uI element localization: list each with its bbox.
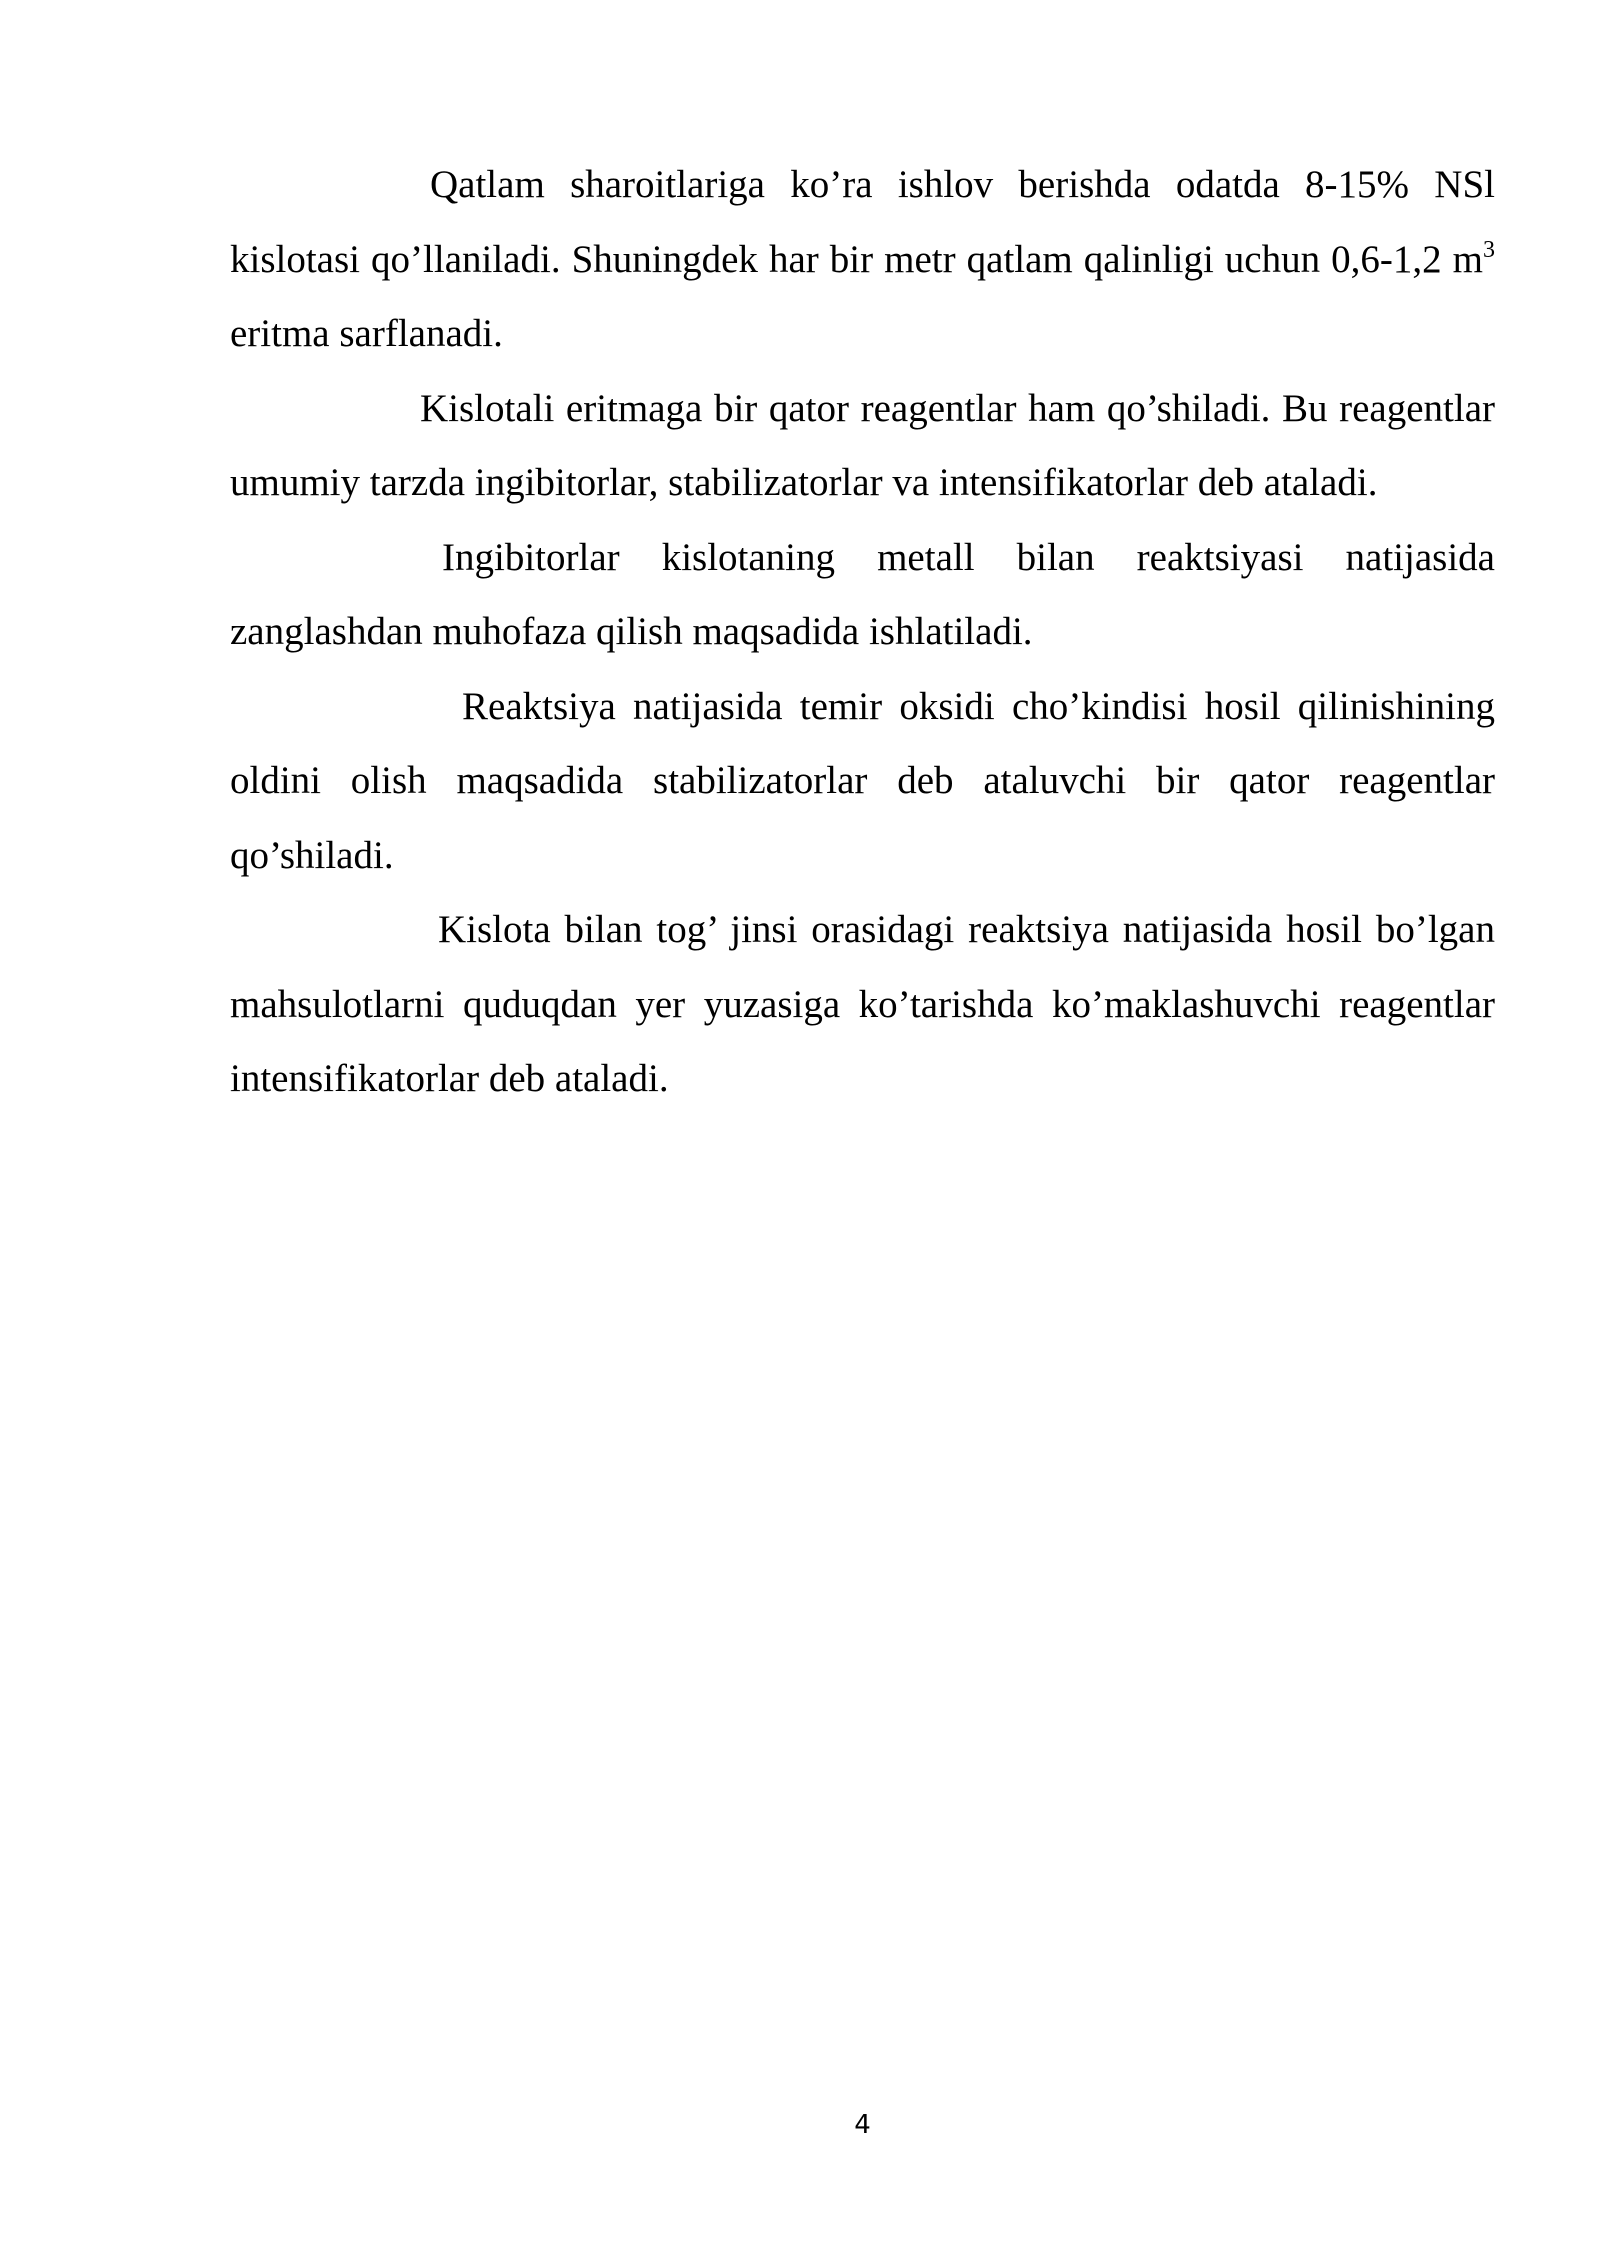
paragraph-1-text-end: eritma sarflanadi.: [230, 312, 503, 355]
paragraph-1-text: Qatlam sharoitlariga ko’ra ishlov berishda odatda 8-15% NSl kislotasi qo’llaniladi. Shuningdek har bir metr qatlam qalinligi uchun 0,6-1,2 m: [230, 163, 1495, 281]
paragraph-3: Ingibitorlar kislotaning metall bilan reaktsiyasi natijasida zanglashdan muhofaza qilish maqsadida ishlatiladi.: [230, 535, 1495, 653]
page-number: 4: [854, 2110, 871, 2140]
body-text: [230, 148, 1495, 1117]
cubic-superscript: 3: [1483, 236, 1495, 263]
paragraph-1: [230, 148, 1495, 372]
paragraph-4: Reaktsiya natijasida temir oksidi cho’kindisi hosil qilinishining oldini olish maqsadida stabilizatorlar deb ataluvchi bir qator reagentlar qo’shiladi.: [230, 684, 1495, 877]
paragraph-2: Kislotali eritmaga bir qator reagentlar ham qo’shiladi. Bu reagentlar umumiy tarzda ingibitorlar, stabilizatorlar va intensifikatorlar deb ataladi.: [230, 386, 1495, 504]
paragraph-5: Kislota bilan tog’ jinsi orasidagi reaktsiya natijasida hosil bo’lgan mahsulotlarni quduqdan yer yuzasiga ko’tarishda ko’maklashuvchi reagentlar intensifikatorlar deb ataladi.: [230, 908, 1495, 1100]
